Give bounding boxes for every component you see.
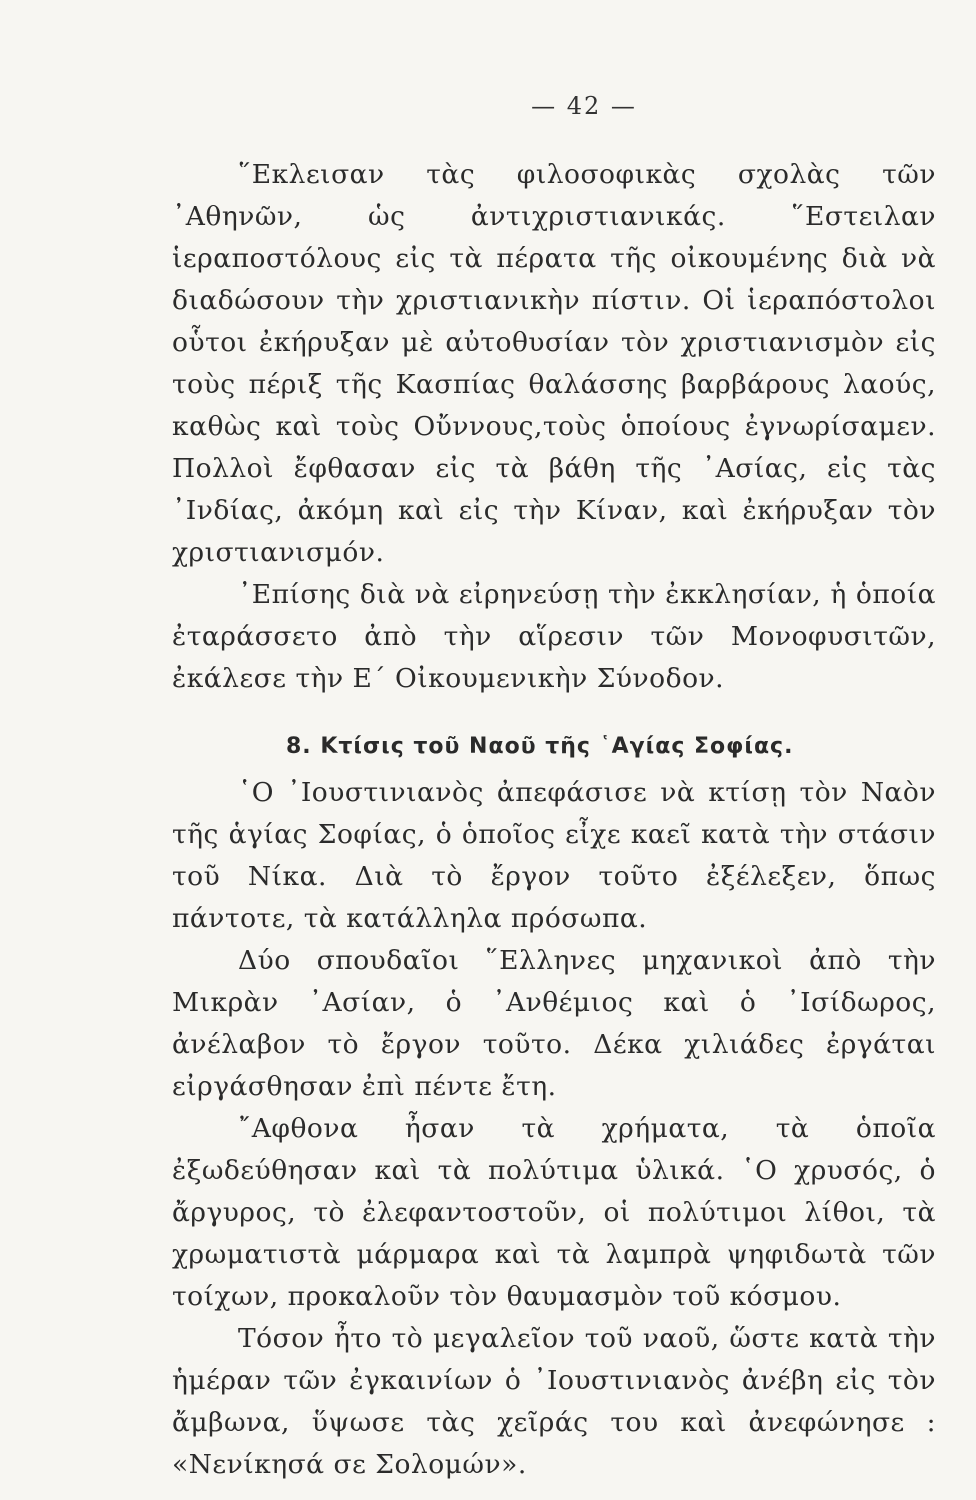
paragraph-inauguration: Τόσον ἦτο τὸ μεγαλεῖον τοῦ ναοῦ, ὥστε κατὰ τὴν ἡμέραν τῶν ἐγκαινίων ὁ ᾿Ιουστινιανὸς ἀνέβη εἰς τὸν ἄμβωνα, ὕψωσε τὰς χεῖράς του καὶ ἀνεφώνησε : «Νενίκησά σε Σολομών». — [172, 1323, 936, 1480]
paragraph-materials: ῎Αφθονα ἦσαν τὰ χρήματα, τὰ ὁποῖα ἐξωδεύθησαν καὶ τὰ πολύτιμα ὑλικά. ῾Ο χρυσός, ὁ ἄργυρος, τὸ ἐλεφαντοστοῦν, οἱ πολύτιμοι λίθοι, τὰ χρωματιστὰ μάρμαρα καὶ τὰ λαμπρὰ ψηφιδωτὰ τῶν τοίχων, προκαλοῦν τὸν θαυμασμὸν τοῦ κόσμου. — [172, 1113, 936, 1312]
page-number: — 42 — — [531, 92, 637, 120]
paragraph-schools-missionaries: ῞Εκλεισαν τὰς φιλοσοφικὰς σχολὰς τῶν ᾿Αθηνῶν, ὡς ἀντιχριστιανικάς. ῞Εστειλαν ἱεραποστόλους εἰς τὰ πέρατα τῆς οἰκουμένης διὰ νὰ διαδώσουν τὴν χριστιανικὴν πίστιν. Οἱ ἱεραπόστολοι οὗτοι ἐκήρυξαν μὲ αὐτοθυσίαν τὸν χριστιανισμὸν εἰς τοὺς πέριξ τῆς Κασπίας θαλάσσης βαρβάρους λαούς, καθὼς καὶ τοὺς Οὔννους,τοὺς ὁποίους ἐγνωρίσαμεν. Πολλοὶ ἔφθασαν εἰς τὰ βάθη τῆς ᾿Ασίας, εἰς τὰς ᾿Ινδίας, ἀκόμη καὶ εἰς τὴν Κίναν, καὶ ἐκήρυξαν τὸν χριστιανισμόν. — [172, 159, 936, 568]
paragraph-fifth-council: ᾿Επίσης διὰ νὰ εἰρηνεύσῃ τὴν ἐκκλησίαν, ἡ ὁποία ἐταράσσετο ἀπὸ τὴν αἵρεσιν τῶν Μονοφυσιτῶν, ἐκάλεσε τὴν Ε΄ Οἰκουμενικὴν Σύνοδον. — [172, 579, 936, 694]
paragraph-engineers: Δύο σπουδαῖοι ῞Ελληνες μηχανικοὶ ἀπὸ τὴν Μικρὰν ᾿Ασίαν, ὁ ᾿Ανθέμιος καὶ ὁ ᾿Ισίδωρος, ἀνέλαβον τὸ ἔργον τοῦτο. Δέκα χιλιάδες ἐργάται εἰργάσθησαν ἐπὶ πέντε ἔτη. — [172, 945, 936, 1102]
paragraph-justinian-decision: ῾Ο ᾿Ιουστινιανὸς ἀπεφάσισε νὰ κτίσῃ τὸν Ναὸν τῆς ἁγίας Σοφίας, ὁ ὁποῖος εἶχε καεῖ κατὰ τὴν στάσιν τοῦ Νίκα. Διὰ τὸ ἔργον τοῦτο ἐξέλεξεν, ὅπως πάντοτε, τὰ κατάλληλα πρόσωπα. — [172, 777, 936, 934]
section-heading: 8. Κτίσις τοῦ Ναοῦ τῆς ῾Αγίας Σοφίας. — [286, 734, 794, 759]
book-page — [172, 92, 936, 1486]
